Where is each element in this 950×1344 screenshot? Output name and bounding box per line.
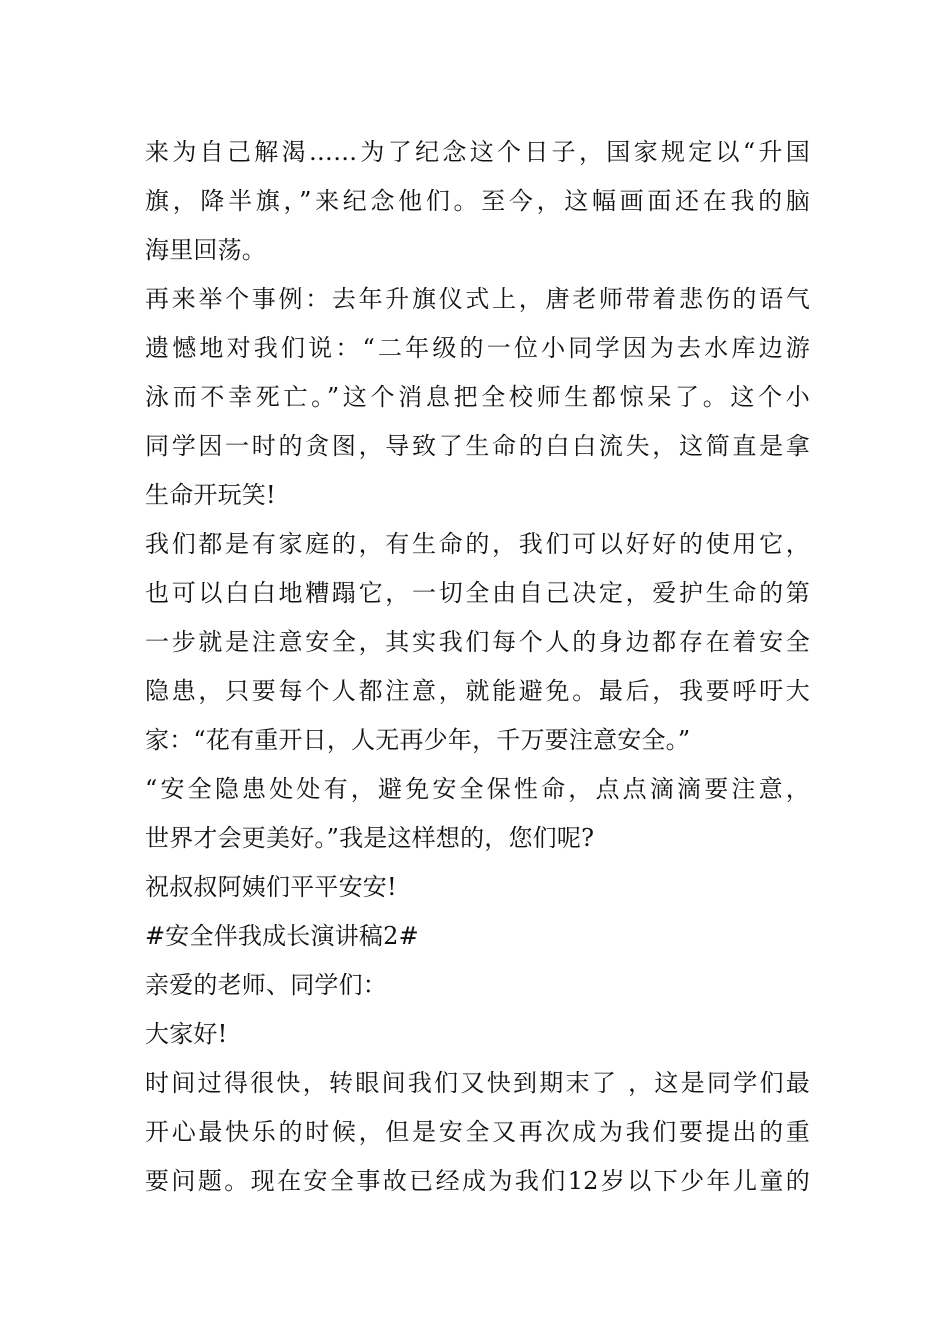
text-line: 一步就是注意安全，其实我们每个人的身边都存在着安全 [145,628,810,656]
text-line: “安全隐患处处有，避免安全保性命，点点滴滴要注意， [145,775,810,803]
text-line: 时间过得很快，转眼间我们又快到期末了 ，这是同学们最 [145,1069,810,1097]
text-line: 隐患，只要每个人都注意，就能避免。最后，我要呼吁大 [145,677,810,705]
text-line: 泳而不幸死亡。”这个消息把全校师生都惊呆了。这个小 [145,383,810,411]
text-line: 要问题。现在安全事故已经成为我们12岁以下少年儿童的 [145,1167,810,1195]
salutation: 亲爱的老师、同学们： [145,971,387,999]
text-line: 生命开玩笑! [145,481,276,509]
document-body [145,128,810,1206]
text-line: 旗，降半旗，”来纪念他们。至今，这幅画面还在我的脑 [145,187,810,215]
text-line: 我们都是有家庭的，有生命的，我们可以好好的使用它， [145,530,810,558]
text-line: 遗憾地对我们说：“二年级的一位小同学因为去水库边游 [145,334,810,362]
text-line: 也可以白白地糟蹋它，一切全由自己决定，爱护生命的第 [145,579,810,607]
greeting: 大家好! [145,1020,228,1048]
text-line: 家：“花有重开日，人无再少年，千万要注意安全。” [145,726,691,754]
text-line: 来为自己解渴……为了纪念这个日子，国家规定以“升国 [145,138,810,166]
text-line: 再来举个事例：去年升旗仪式上，唐老师带着悲伤的语气 [145,285,810,313]
text-line: 同学因一时的贪图，导致了生命的白白流失，这简直是拿 [145,432,810,460]
text-line: 开心最快乐的时候，但是安全又再次成为我们要提出的重 [145,1118,810,1146]
text-line: 世界才会更美好。”我是这样想的，您们呢? [145,824,595,852]
text-line: 祝叔叔阿姨们平平安安! [145,873,397,901]
section-heading: #安全伴我成长演讲稿2# [145,922,419,950]
text-line: 海里回荡。 [145,236,266,264]
